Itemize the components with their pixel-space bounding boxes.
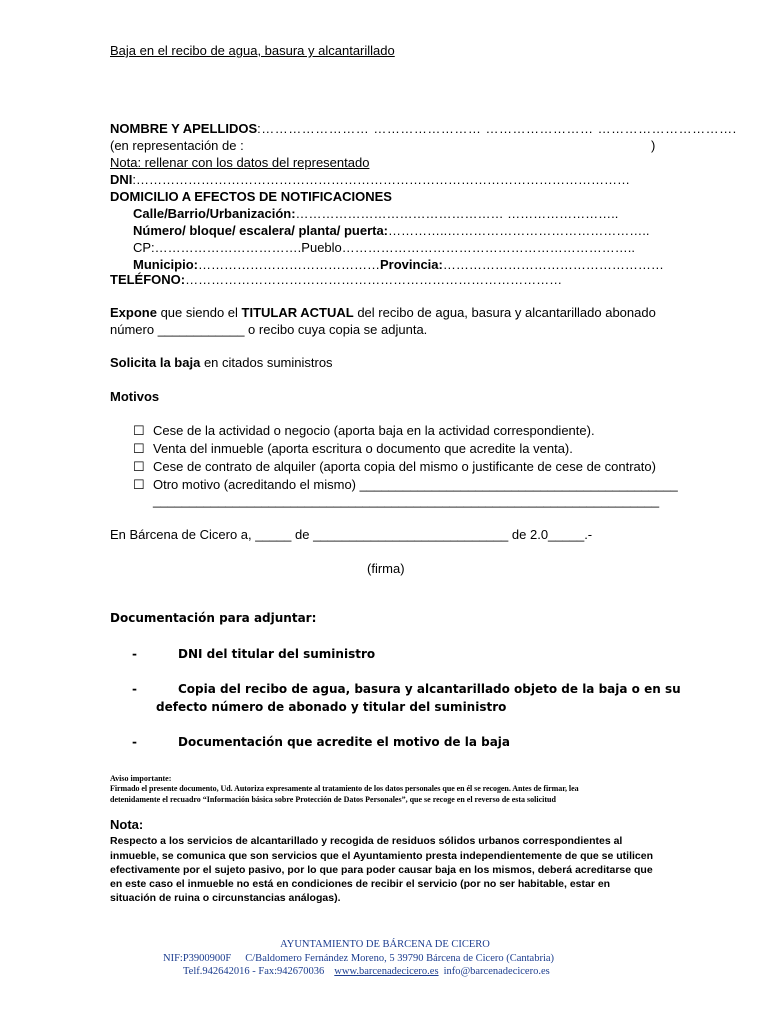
- nota-representado: Nota: rellenar con los datos del representado: [110, 155, 370, 170]
- numero-field[interactable]: …………..………………………………………..: [388, 223, 650, 238]
- aviso-heading: Aviso importante:: [110, 774, 172, 783]
- motivo-label: Cese de contrato de alquiler (aporta copia del mismo o justificante de cese de contrato): [153, 459, 656, 474]
- nota-line: efectivamente por el sujeto pasivo, por lo que para poder causar baja en los mismos, deberá acreditarse que: [110, 864, 653, 876]
- nombre-line: [110, 121, 737, 136]
- solicita-text: en citados suministros: [200, 355, 333, 370]
- footer-nif: NIF:P3900900F: [163, 953, 232, 964]
- footer-address: C/Baldomero Fernández Moreno, 5 39790 Bárcena de Cicero (Cantabria): [245, 953, 555, 964]
- nota-line: en este caso el inmueble no está en condiciones de recibir el servicio (por no ser habitable, estar en: [110, 878, 611, 890]
- expone-line-1: [110, 305, 656, 320]
- motivo-label: Venta del inmueble (aporta escritura o documento que acredite la venta).: [153, 441, 573, 456]
- motivo-continuation-line[interactable]: ______________________________________________________________________: [153, 493, 660, 508]
- provincia-field[interactable]: ……………………………………………: [442, 257, 664, 272]
- doc-item-label: Copia del recibo de agua, basura y alcantarillado objeto de la baja o en su: [178, 682, 681, 696]
- motivo-item[interactable]: [133, 441, 573, 457]
- expone-line-2: número ____________ o recibo cuya copia se adjunta.: [110, 322, 428, 337]
- pueblo-label: Pueblo: [301, 240, 342, 255]
- cp-line: [133, 240, 635, 255]
- representacion-line: [110, 138, 244, 153]
- calle-field[interactable]: ………………………………………… ……………………..: [295, 206, 619, 221]
- doc-item: [132, 735, 510, 749]
- pueblo-field[interactable]: …………………………………………………………..: [341, 240, 636, 255]
- checkbox-icon[interactable]: ☐: [133, 459, 145, 474]
- telefono-line: [110, 272, 562, 287]
- municipio-field[interactable]: ……………………………………: [198, 257, 380, 272]
- nota-heading: Nota:: [110, 817, 144, 832]
- footer-email[interactable]: info@barcenadecicero.es: [443, 966, 550, 977]
- motivo-item[interactable]: [133, 423, 595, 439]
- checkbox-icon[interactable]: ☐: [133, 441, 145, 456]
- numero-line: [133, 223, 649, 238]
- cp-label: CP:: [133, 240, 155, 255]
- motivo-item[interactable]: [133, 477, 678, 493]
- documentacion-heading: Documentación para adjuntar:: [110, 611, 317, 625]
- domicilio-heading: DOMICILIO A EFECTOS DE NOTIFICACIONES: [110, 189, 392, 204]
- footer-org: AYUNTAMIENTO DE BÁRCENA DE CICERO: [280, 939, 490, 950]
- motivo-label: Cese de la actividad o negocio (aporta baja en la actividad correspondiente).: [153, 423, 595, 438]
- footer-tel: Telf.942642016 - Fax:942670036: [183, 966, 325, 977]
- representacion-label: (en representación de :: [110, 138, 244, 153]
- checkbox-icon[interactable]: ☐: [133, 423, 145, 438]
- document-title: Baja en el recibo de agua, basura y alcantarillado: [110, 43, 395, 58]
- dni-line: [110, 172, 630, 187]
- nota-line: inmueble, se comunica que son servicios que el Ayuntamiento presta independientemente de que se utilicen: [110, 850, 654, 862]
- dash-bullet: -: [132, 682, 137, 696]
- footer-contact-line: [183, 966, 550, 977]
- footer-web-link[interactable]: www.barcenadecicero.es: [334, 966, 439, 977]
- doc-item-label: DNI del titular del suministro: [178, 647, 376, 661]
- calle-label: Calle/Barrio/Urbanización:: [133, 206, 296, 221]
- motivos-heading: Motivos: [110, 389, 160, 404]
- cp-field[interactable]: …………………………….: [154, 240, 302, 255]
- municipio-line: [133, 257, 664, 272]
- fecha-line[interactable]: En Bárcena de Cicero a, _____ de ___________________________ de 2.0_____.-: [110, 527, 593, 542]
- motivo-item[interactable]: [133, 459, 656, 475]
- checkbox-icon[interactable]: ☐: [133, 477, 145, 492]
- aviso-line-2: detenidamente el recuadro “Información básica sobre Protección de Datos Personales”, que se recoge en el reverso de esta solicitud: [110, 795, 556, 804]
- expone-text-1: que siendo el: [156, 305, 242, 320]
- solicita-line: [110, 355, 333, 370]
- doc-item: [132, 647, 375, 661]
- representacion-close: ): [651, 138, 656, 153]
- nombre-field[interactable]: :…………………… …………………… …………………… ………………………….: [257, 121, 737, 136]
- nota-line: situación de ruina o circunstancias análogas).: [110, 892, 341, 904]
- telefono-label: TELÉFONO:: [110, 272, 186, 287]
- firma-label: (firma): [367, 561, 405, 576]
- nota-line: Respecto a los servicios de alcantarillado y recogida de residuos sólidos urbanos correspondientes al: [110, 835, 623, 847]
- doc-item: [132, 682, 681, 696]
- doc-item-label: Documentación que acredite el motivo de la baja: [178, 735, 511, 749]
- aviso-line-1: Firmado el presente documento, Ud. Autoriza expresamente al tratamiento de los datos personales que en él se recogen. Antes de firmar, lea: [110, 784, 579, 793]
- nombre-label: NOMBRE Y APELLIDOS: [110, 121, 258, 136]
- footer-address-line: [163, 953, 554, 964]
- numero-label: Número/ bloque/ escalera/ planta/ puerta:: [133, 223, 389, 238]
- dash-bullet: -: [132, 735, 137, 749]
- dni-label: DNI: [110, 172, 133, 187]
- doc-item-continuation: defecto número de abonado y titular del suministro: [156, 700, 507, 714]
- provincia-label: Provincia:: [380, 257, 443, 272]
- expone-lead: Expone: [110, 305, 157, 320]
- telefono-field[interactable]: ……………………………………………………………………………: [185, 272, 563, 287]
- expone-text-2: del recibo de agua, basura y alcantarillado abonado: [353, 305, 656, 320]
- dash-bullet: -: [132, 647, 137, 661]
- municipio-label: Municipio:: [133, 257, 198, 272]
- motivo-label: Otro motivo (acreditando el mismo) ____________________________________________: [153, 477, 678, 492]
- calle-line: [133, 206, 618, 221]
- dni-field[interactable]: :……………………………………………………………………………………………………: [132, 172, 631, 187]
- expone-titular: TITULAR ACTUAL: [241, 305, 354, 320]
- solicita-lead: Solicita la baja: [110, 355, 201, 370]
